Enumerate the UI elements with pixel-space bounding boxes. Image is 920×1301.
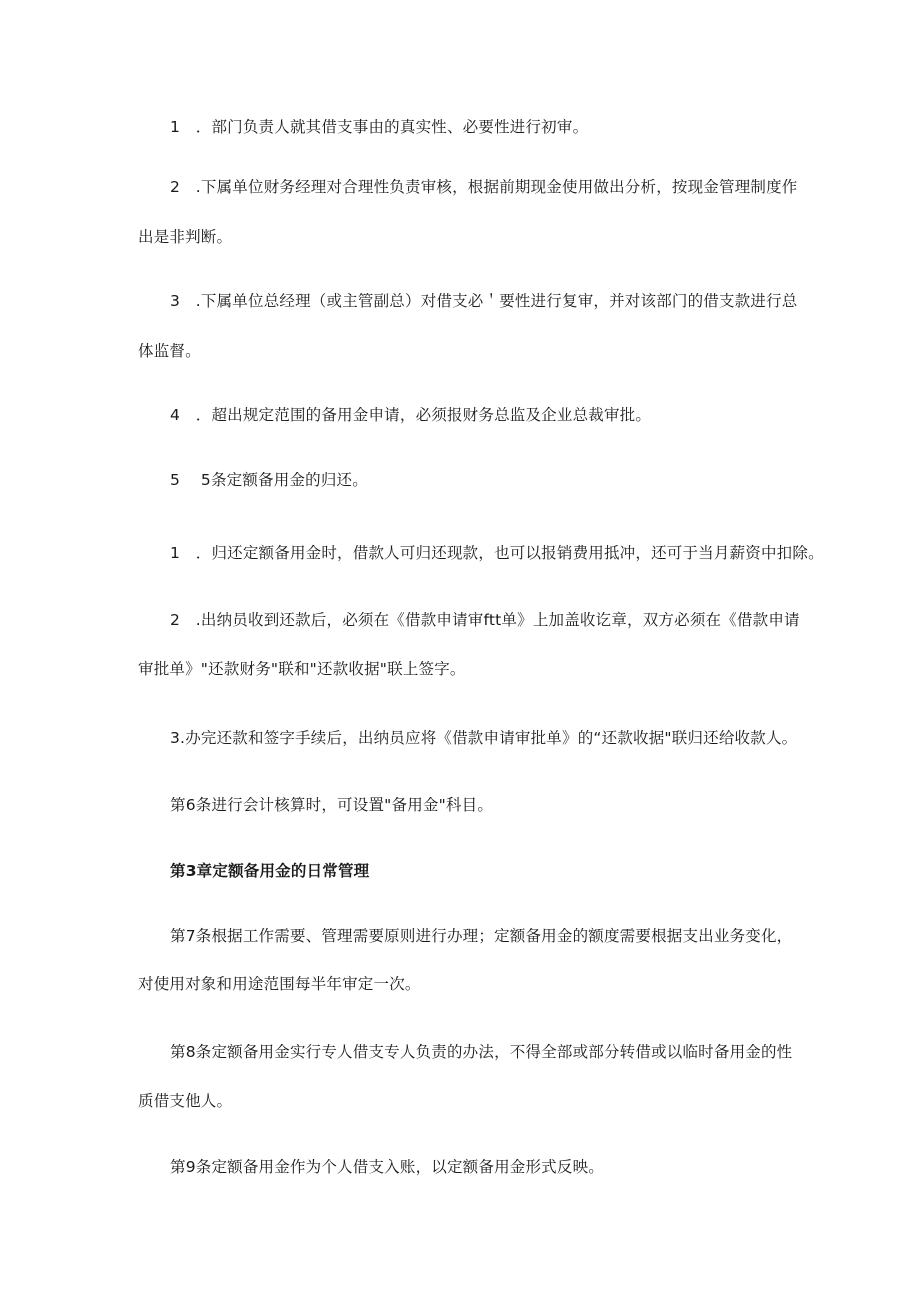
article-7-continuation: 对使用对象和用途范围每半年审定一次。 <box>138 975 421 993</box>
item-2-continuation: 出是非判断。 <box>138 228 233 246</box>
article-8-continuation: 质借支他人。 <box>138 1092 233 1110</box>
chapter-3-heading: 第3章定额备用金的日常管理 <box>170 862 370 880</box>
article-5-heading: 5 5条定额备用金的归还。 <box>170 471 368 489</box>
return-item-3: 3.办完还款和签字手续后，出纳员应将《借款申请审批单》的“还款收据"联归还给收款人。 <box>170 729 798 747</box>
article-9: 第9条定额备用金作为个人借支入账，以定额备用金形式反映。 <box>170 1158 604 1176</box>
item-2-finance-review: 2 .下属单位财务经理对合理性负责审核，根据前期现金使用做出分析，按现金管理制度作 <box>170 178 798 196</box>
item-3-continuation: 体监督。 <box>138 342 201 360</box>
return-item-1: 1 ．归还定额备用金时，借款人可归还现款，也可以报销费用抵冲，还可于当月薪资中扣除。 <box>170 544 824 562</box>
article-8: 第8条定额备用金实行专人借支专人负责的办法，不得全部或部分转借或以临时备用金的性 <box>170 1043 793 1061</box>
item-3-gm-review: 3 .下属单位总经理（或主管副总）对借支必＇要性进行复审，并对该部门的借支款进行总 <box>170 292 798 310</box>
item-1-dept-review: 1 ．部门负责人就其借支事由的真实性、必要性进行初审。 <box>170 118 589 136</box>
return-item-2: 2 .出纳员收到还款后，必须在《借款申请审ftt单》上加盖收讫章，双方必须在《借款申请 <box>170 611 800 629</box>
article-6: 第6条进行会计核算时，可设置"备用金"科目。 <box>170 796 494 814</box>
article-7: 第7条根据工作需要、管理需要原则进行办理；定额备用金的额度需要根据支出业务变化， <box>170 927 793 945</box>
return-item-2-continuation: 审批单》"还款财务"联和"还款收据"联上签字。 <box>138 660 466 678</box>
item-4-over-limit: 4 ．超出规定范围的备用金申请，必须报财务总监及企业总裁审批。 <box>170 406 652 424</box>
